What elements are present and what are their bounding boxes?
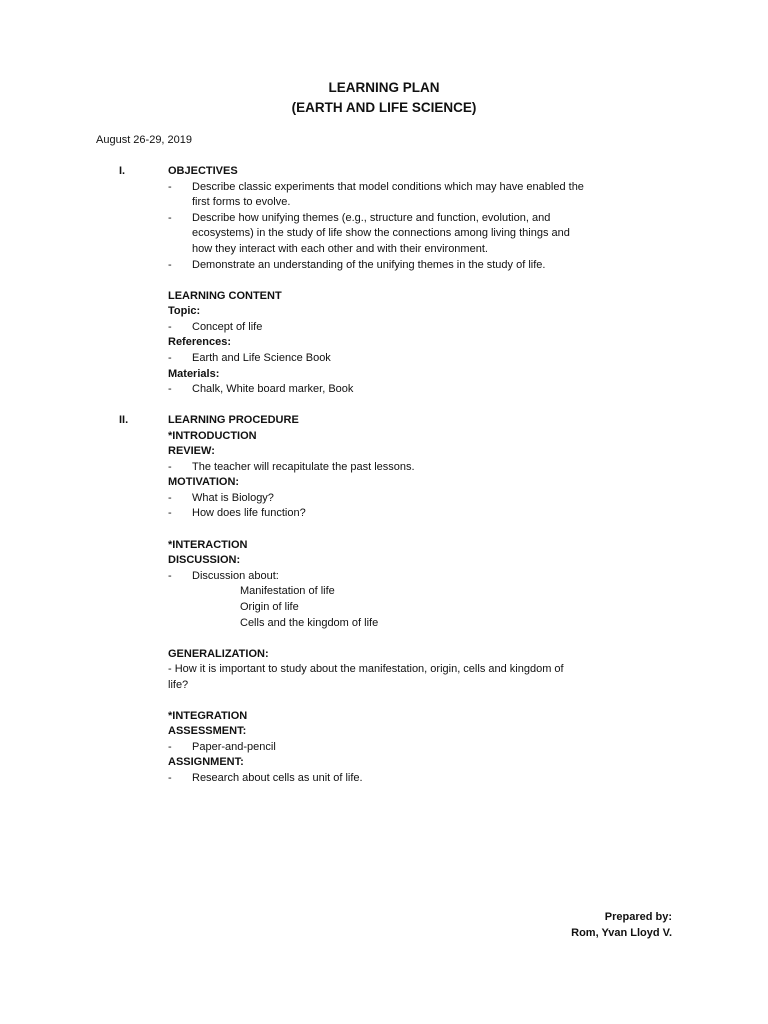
section-numeral-1: I.	[119, 165, 126, 177]
assignment-label: ASSIGNMENT:	[168, 756, 244, 768]
motivation-question-2: How does life function?	[192, 507, 306, 519]
assessment-label: ASSESSMENT:	[168, 725, 247, 737]
assignment-bullet: -	[168, 772, 172, 784]
materials-value: Chalk, White board marker, Book	[192, 383, 354, 395]
learning-content-heading: LEARNING CONTENT	[168, 290, 282, 302]
assessment-value: Paper-and-pencil	[192, 741, 276, 753]
assessment-bullet: -	[168, 741, 172, 753]
learning-procedure-heading: LEARNING PROCEDURE	[168, 414, 299, 426]
objective-1-line-2: first forms to evolve.	[192, 196, 291, 208]
reference-bullet: -	[168, 352, 172, 364]
materials-label: Materials:	[168, 368, 220, 380]
objective-2-line-2: ecosystems) in the study of life show the connections among living things and	[192, 227, 570, 239]
materials-bullet: -	[168, 383, 172, 395]
assignment-value: Research about cells as unit of life.	[192, 772, 363, 784]
document-subtitle: (EARTH AND LIFE SCIENCE)	[291, 100, 477, 115]
prepared-by-label: Prepared by:	[604, 911, 672, 923]
discussion-bullet: -	[168, 570, 172, 582]
introduction-label: *INTRODUCTION	[168, 430, 257, 442]
objective-1-line-1: Describe classic experiments that model conditions which may have enabled the	[192, 181, 584, 193]
references-label: References:	[168, 336, 231, 348]
objectives-heading: OBJECTIVES	[168, 165, 238, 177]
generalization-line-1: - How it is important to study about the manifestation, origin, cells and kingdom of	[168, 663, 564, 675]
document-date: August 26-29, 2019	[96, 134, 193, 146]
objective-2-line-1: Describe how unifying themes (e.g., structure and function, evolution, and	[192, 212, 551, 224]
generalization-label: GENERALIZATION:	[168, 648, 269, 660]
motivation-bullet: -	[168, 507, 172, 519]
objective-2-line-3: how they interact with each other and with their environment.	[192, 243, 488, 255]
motivation-label: MOTIVATION:	[168, 476, 240, 488]
generalization-line-2: life?	[168, 679, 189, 691]
reference-value: Earth and Life Science Book	[192, 352, 331, 364]
motivation-question-1: What is Biology?	[192, 492, 274, 504]
discussion-topic-3: Cells and the kingdom of life	[240, 617, 379, 629]
review-bullet: -	[168, 461, 172, 473]
objective-3-line-1: Demonstrate an understanding of the unifying themes in the study of life.	[192, 259, 546, 271]
topic-bullet: -	[168, 321, 172, 333]
discussion-label: DISCUSSION:	[168, 554, 241, 566]
section-numeral-2: II.	[119, 414, 129, 426]
topic-label: Topic:	[168, 305, 201, 317]
objective-bullet: -	[168, 181, 172, 193]
review-value: The teacher will recapitulate the past lessons.	[192, 461, 415, 473]
discussion-topic-1: Manifestation of life	[240, 585, 335, 597]
review-label: REVIEW:	[168, 445, 215, 457]
discussion-topic-2: Origin of life	[240, 601, 299, 613]
motivation-bullet: -	[168, 492, 172, 504]
integration-label: *INTEGRATION	[168, 710, 248, 722]
objective-bullet: -	[168, 212, 172, 224]
topic-value: Concept of life	[192, 321, 263, 333]
objective-bullet: -	[168, 259, 172, 271]
author-name: Rom, Yvan Lloyd V.	[571, 927, 672, 939]
document-title: LEARNING PLAN	[328, 80, 440, 95]
discussion-intro: Discussion about:	[192, 570, 279, 582]
interaction-label: *INTERACTION	[168, 539, 248, 551]
